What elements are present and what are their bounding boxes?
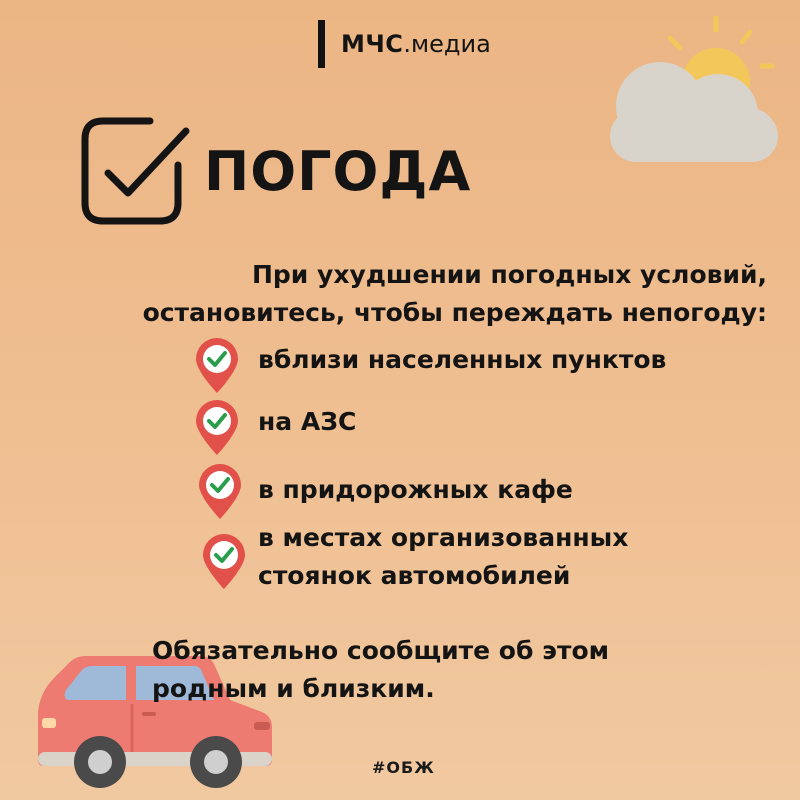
- hashtag: #ОБЖ: [372, 758, 435, 777]
- intro-line-2: остановитесь, чтобы переждать непогоду:: [142, 298, 767, 327]
- outro-line-2: родным и близким.: [152, 674, 435, 703]
- map-pin-check-icon: [193, 337, 241, 395]
- checkbox-icon: [78, 113, 193, 228]
- map-pin-check-icon: [200, 533, 248, 591]
- list-item-text: в придорожных кафе: [258, 475, 573, 504]
- intro-text: [32, 256, 767, 332]
- outro-text: [152, 632, 609, 708]
- cloud-sun-icon: [600, 10, 790, 170]
- page-title: ПОГОДА: [204, 140, 472, 203]
- intro-line-1: При ухудшении погодных условий,: [251, 260, 767, 289]
- brand-name: МЧС: [341, 30, 404, 58]
- list-item-text: на АЗС: [258, 407, 357, 436]
- outro-line-1: Обязательно сообщите об этом: [152, 636, 610, 665]
- list-item-text: вблизи населенных пунктов: [258, 345, 667, 374]
- brand-logo: [318, 20, 491, 68]
- brand-suffix: .медиа: [403, 30, 491, 58]
- map-pin-check-icon: [196, 463, 244, 521]
- list-item-text: в местах организованных: [258, 523, 629, 552]
- brand-bar: [318, 20, 325, 68]
- map-pin-check-icon: [193, 399, 241, 457]
- list-item-text: стоянок автомобилей: [258, 561, 571, 590]
